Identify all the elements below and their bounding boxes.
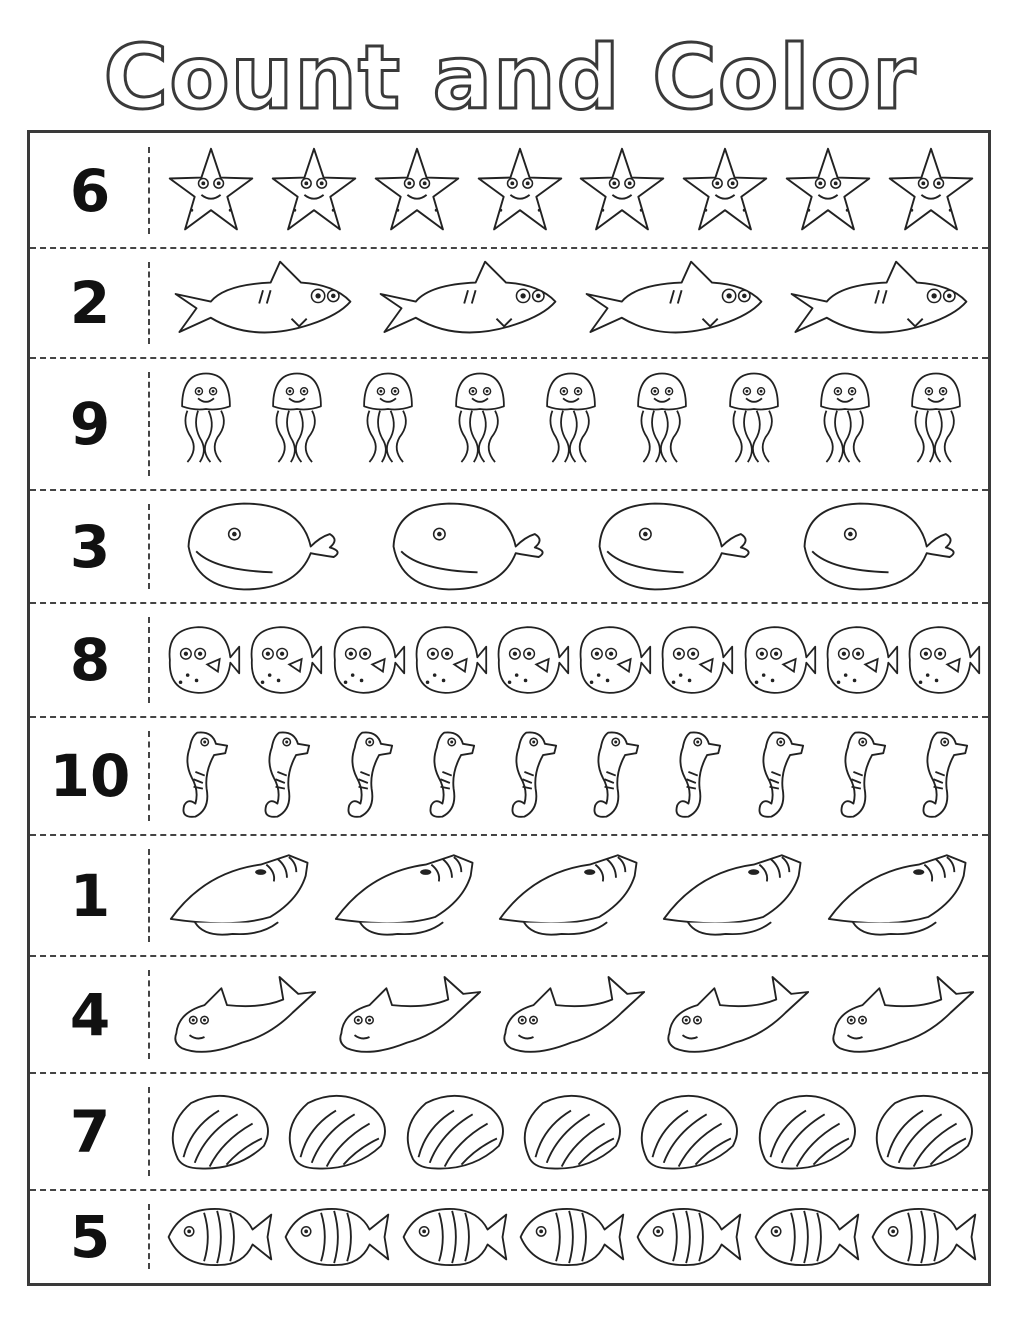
pufferfish-icon[interactable] bbox=[161, 620, 241, 704]
seahorse-icon[interactable] bbox=[584, 724, 640, 833]
dashed-divider bbox=[148, 504, 150, 589]
counting-row bbox=[30, 835, 988, 956]
jellyfish-icon[interactable] bbox=[540, 364, 602, 488]
seahorse-icon[interactable] bbox=[173, 724, 229, 833]
picture-strip bbox=[160, 1073, 982, 1190]
dashed-divider bbox=[148, 1087, 150, 1176]
clam-shell-icon[interactable] bbox=[515, 1090, 627, 1178]
dashed-divider bbox=[148, 147, 150, 234]
row-number: 5 bbox=[69, 1202, 111, 1271]
seahorse-icon[interactable] bbox=[420, 724, 476, 833]
dashed-divider bbox=[148, 262, 150, 344]
picture-strip bbox=[160, 956, 982, 1073]
fish-icon[interactable] bbox=[398, 1199, 510, 1279]
hermit-crab-shell-icon[interactable] bbox=[660, 844, 810, 951]
counting-row bbox=[30, 490, 988, 603]
clam-shell-icon[interactable] bbox=[280, 1090, 392, 1178]
page-title: Count and Color bbox=[103, 26, 917, 129]
starfish-icon[interactable] bbox=[163, 143, 259, 243]
picture-strip bbox=[160, 1190, 982, 1283]
starfish-icon[interactable] bbox=[780, 143, 876, 243]
shark-icon[interactable] bbox=[373, 256, 563, 355]
seahorse-icon[interactable] bbox=[913, 724, 969, 833]
pufferfish-icon[interactable] bbox=[901, 620, 981, 704]
jellyfish-icon[interactable] bbox=[449, 364, 511, 488]
hermit-crab-shell-icon[interactable] bbox=[496, 844, 646, 951]
pufferfish-icon[interactable] bbox=[490, 620, 570, 704]
jellyfish-icon[interactable] bbox=[631, 364, 693, 488]
pufferfish-icon[interactable] bbox=[737, 620, 817, 704]
fish-icon[interactable] bbox=[515, 1199, 627, 1279]
row-number: 1 bbox=[69, 861, 111, 930]
whale-icon[interactable] bbox=[177, 494, 349, 603]
seahorse-icon[interactable] bbox=[502, 724, 558, 833]
fish-icon[interactable] bbox=[163, 1199, 275, 1279]
jellyfish-icon[interactable] bbox=[905, 364, 967, 488]
hermit-crab-shell-icon[interactable] bbox=[825, 844, 975, 951]
row-number: 6 bbox=[69, 156, 111, 225]
fish-icon[interactable] bbox=[750, 1199, 862, 1279]
pufferfish-icon[interactable] bbox=[654, 620, 734, 704]
pufferfish-icon[interactable] bbox=[819, 620, 899, 704]
fish-icon[interactable] bbox=[867, 1199, 979, 1279]
hermit-crab-shell-icon[interactable] bbox=[332, 844, 482, 951]
pufferfish-icon[interactable] bbox=[326, 620, 406, 704]
counting-row bbox=[30, 248, 988, 358]
dolphin-icon[interactable] bbox=[167, 967, 317, 1066]
dolphin-icon[interactable] bbox=[332, 967, 482, 1066]
picture-strip bbox=[160, 133, 982, 248]
pufferfish-icon[interactable] bbox=[572, 620, 652, 704]
row-number: 9 bbox=[69, 390, 111, 458]
jellyfish-icon[interactable] bbox=[266, 364, 328, 488]
clam-shell-icon[interactable] bbox=[867, 1090, 979, 1178]
whale-icon[interactable] bbox=[793, 494, 965, 603]
dashed-divider bbox=[148, 1204, 150, 1269]
dolphin-icon[interactable] bbox=[660, 967, 810, 1066]
counting-row bbox=[30, 133, 988, 248]
picture-strip bbox=[160, 835, 982, 956]
counting-row bbox=[30, 603, 988, 717]
dolphin-icon[interactable] bbox=[496, 967, 646, 1066]
clam-shell-icon[interactable] bbox=[163, 1090, 275, 1178]
seahorse-icon[interactable] bbox=[831, 724, 887, 833]
row-number: 3 bbox=[69, 512, 111, 581]
starfish-icon[interactable] bbox=[369, 143, 465, 243]
jellyfish-icon[interactable] bbox=[723, 364, 785, 488]
row-number: 7 bbox=[69, 1097, 111, 1166]
dashed-divider bbox=[148, 617, 150, 703]
fish-icon[interactable] bbox=[280, 1199, 392, 1279]
picture-strip bbox=[160, 717, 982, 835]
jellyfish-icon[interactable] bbox=[814, 364, 876, 488]
pufferfish-icon[interactable] bbox=[243, 620, 323, 704]
hermit-crab-shell-icon[interactable] bbox=[167, 844, 317, 951]
dolphin-icon[interactable] bbox=[825, 967, 975, 1066]
picture-strip bbox=[160, 490, 982, 603]
dashed-divider bbox=[148, 849, 150, 942]
dashed-divider bbox=[148, 372, 150, 476]
shark-icon[interactable] bbox=[168, 256, 358, 355]
row-number: 2 bbox=[69, 269, 111, 337]
clam-shell-icon[interactable] bbox=[750, 1090, 862, 1178]
jellyfish-icon[interactable] bbox=[175, 364, 237, 488]
jellyfish-icon[interactable] bbox=[357, 364, 419, 488]
worksheet-frame bbox=[27, 130, 991, 1286]
counting-row bbox=[30, 1190, 988, 1283]
dashed-divider bbox=[148, 970, 150, 1059]
seahorse-icon[interactable] bbox=[666, 724, 722, 833]
row-number: 4 bbox=[69, 980, 111, 1049]
counting-row bbox=[30, 717, 988, 835]
counting-row bbox=[30, 956, 988, 1073]
row-number: 10 bbox=[49, 742, 131, 810]
shark-icon[interactable] bbox=[784, 256, 974, 355]
seahorse-icon[interactable] bbox=[749, 724, 805, 833]
picture-strip bbox=[160, 248, 982, 358]
starfish-icon[interactable] bbox=[266, 143, 362, 243]
starfish-icon[interactable] bbox=[883, 143, 979, 243]
seahorse-icon[interactable] bbox=[255, 724, 311, 833]
starfish-icon[interactable] bbox=[472, 143, 568, 243]
dashed-divider bbox=[148, 731, 150, 821]
fish-icon[interactable] bbox=[632, 1199, 744, 1279]
picture-strip bbox=[160, 603, 982, 717]
whale-icon[interactable] bbox=[382, 494, 554, 603]
clam-shell-icon[interactable] bbox=[632, 1090, 744, 1178]
picture-strip bbox=[160, 358, 982, 490]
starfish-icon[interactable] bbox=[574, 143, 670, 243]
seahorse-icon[interactable] bbox=[338, 724, 394, 833]
counting-row bbox=[30, 1073, 988, 1190]
clam-shell-icon[interactable] bbox=[398, 1090, 510, 1178]
row-number: 8 bbox=[69, 626, 111, 694]
pufferfish-icon[interactable] bbox=[408, 620, 488, 704]
whale-icon[interactable] bbox=[588, 494, 760, 603]
counting-row bbox=[30, 358, 988, 490]
starfish-icon[interactable] bbox=[677, 143, 773, 243]
shark-icon[interactable] bbox=[579, 256, 769, 355]
